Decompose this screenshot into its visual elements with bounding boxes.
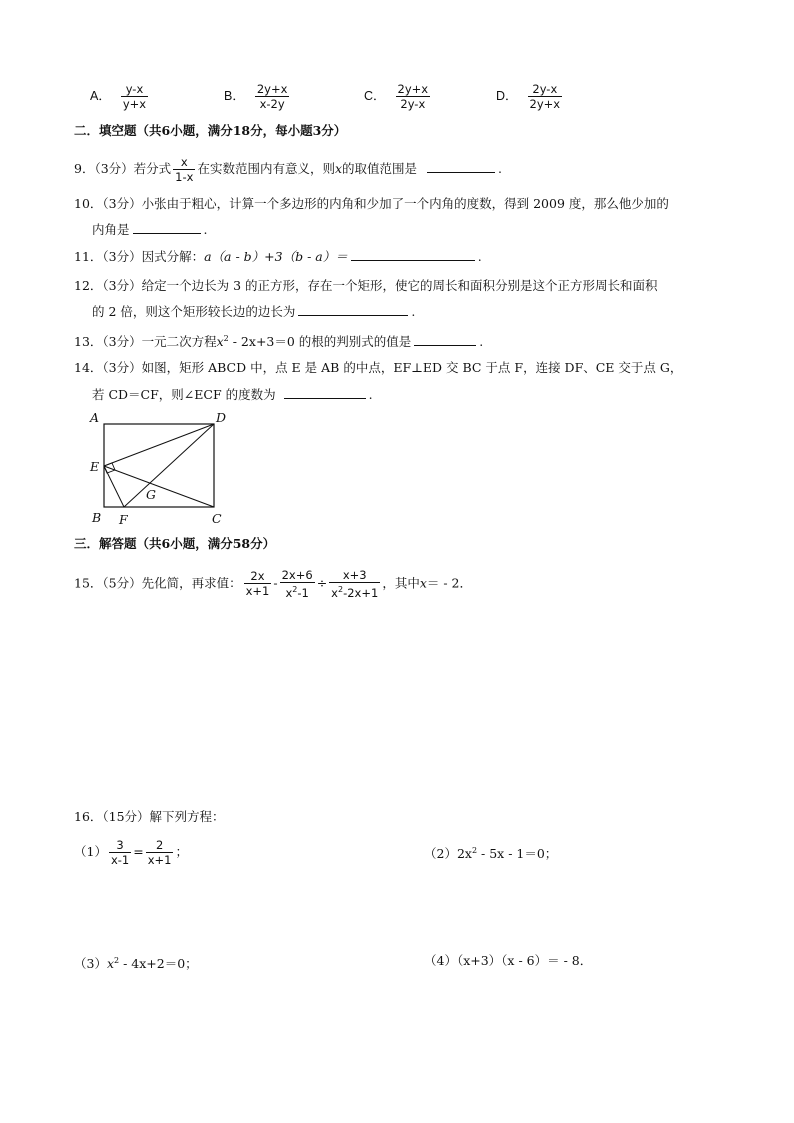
option-c: C． $\frac{2y+x}{2y-x}$ [364, 82, 429, 111]
q15-fraction-3: $\frac{x+3}{x^2-2x+1}$ [331, 568, 379, 600]
question-9: 9．（3分）若分式 $\frac{x}{1-x}$ 在实数范围内有意义，则x的取值范围是 . [74, 155, 503, 184]
question-14-line-2: 若 CD＝CF，则∠ECF 的度数为 . [92, 387, 373, 402]
question-10-line-2: 内角是 . [92, 222, 208, 237]
q16-1-fraction-2: $\frac{2}{x+1}$ [147, 838, 172, 867]
q16-1-fraction-1: $\frac{3}{x-1}$ [110, 838, 130, 867]
q9-answer-blank[interactable] [427, 160, 495, 173]
label-d: D [216, 410, 227, 425]
question-13: 13．（3分）一元二次方程$x^2 - 2x+3=0$ 的根的判别式的值是 . [74, 334, 484, 350]
question-11: 11．（3分）因式分解：a（a - b）+3（b - a）＝ . [74, 249, 482, 264]
rectangle-abcd-figure [86, 408, 246, 532]
label-b: B [92, 510, 102, 525]
label-c: C [212, 511, 222, 526]
question-12-line-1: 12．（3分）给定一个边长为 3 的正方形，存在一个矩形，使它的周长和面积分别是这个正方形周长和面积 [74, 278, 658, 293]
q13-answer-blank[interactable] [414, 333, 476, 346]
label-g: G [146, 487, 156, 502]
option-d-fraction: $\frac{2y-x}{2y+x}$ [529, 82, 561, 111]
question-16-part-4: （4）（x+3）（x - 6）＝ - 8． [424, 953, 593, 968]
q12-answer-blank[interactable] [298, 303, 408, 316]
q15-fraction-1: $\frac{2x}{x+1}$ [245, 569, 270, 599]
option-d: D． $\frac{2y-x}{2y+x}$ [496, 82, 561, 111]
segment-ed [104, 424, 214, 466]
q10-answer-blank[interactable] [133, 221, 201, 234]
option-a-fraction: $\frac{y-x}{y+x}$ [122, 82, 147, 111]
option-a: A． $\frac{y-x}{y+x}$ [90, 82, 147, 111]
q15-fraction-2: $\frac{2x+6}{x^2-1}$ [281, 568, 313, 600]
question-15: 15．（5分）先化简，再求值： $\frac{2x}{x+1}$ - $\frac{2x+6}{x^2-1}$ ÷ $\frac{x+3}{x^2-2x+1}$ ，其中x＝ - 2． [74, 568, 473, 600]
question-12-line-2: 的 2 倍，则这个矩形较长边的边长为 . [92, 304, 416, 319]
question-10-line-1: 10．（3分）小张由于粗心，计算一个多边形的内角和少加了一个内角的度数，得到 2009 度，那么他少加的 [74, 196, 669, 211]
label-a: A [90, 410, 100, 425]
question-16-part-3: $(3)x^2 - 4x+2=0$； [74, 956, 198, 972]
question-16-part-1: （1） $\frac{3}{x-1}$ = $\frac{2}{x+1}$ ； [74, 838, 188, 867]
label-e: E [90, 459, 100, 474]
section-fill-in-heading: 二．填空题（共6小题，满分18分，每小题3分） [74, 123, 347, 138]
option-b-fraction: $\frac{2y+x}{x-2y}$ [256, 82, 288, 111]
segment-df [124, 424, 214, 507]
label-f: F [119, 512, 128, 527]
section-solution-heading: 三．解答题（共6小题，满分58分） [74, 536, 276, 551]
option-c-fraction: $\frac{2y+x}{2y-x}$ [397, 82, 429, 111]
q14-answer-blank[interactable] [284, 386, 366, 399]
question-14-line-1: 14．（3分）如图，矩形 ABCD 中，点 E 是 AB 的中点，EF⊥ED 交 BC 于点 F，连接 DF、CE 交于点 G， [74, 360, 683, 375]
q9-fraction: $\frac{x}{1-x}$ [175, 155, 194, 184]
q11-answer-blank[interactable] [351, 248, 475, 261]
question-16-heading: 16．（15分）解下列方程： [74, 809, 225, 824]
rectangle-abcd [104, 424, 214, 507]
question-16-part-2: $(2)2x^2 - 5x - 1=0$； [424, 846, 558, 862]
option-b: B． $\frac{2y+x}{x-2y}$ [224, 82, 288, 111]
